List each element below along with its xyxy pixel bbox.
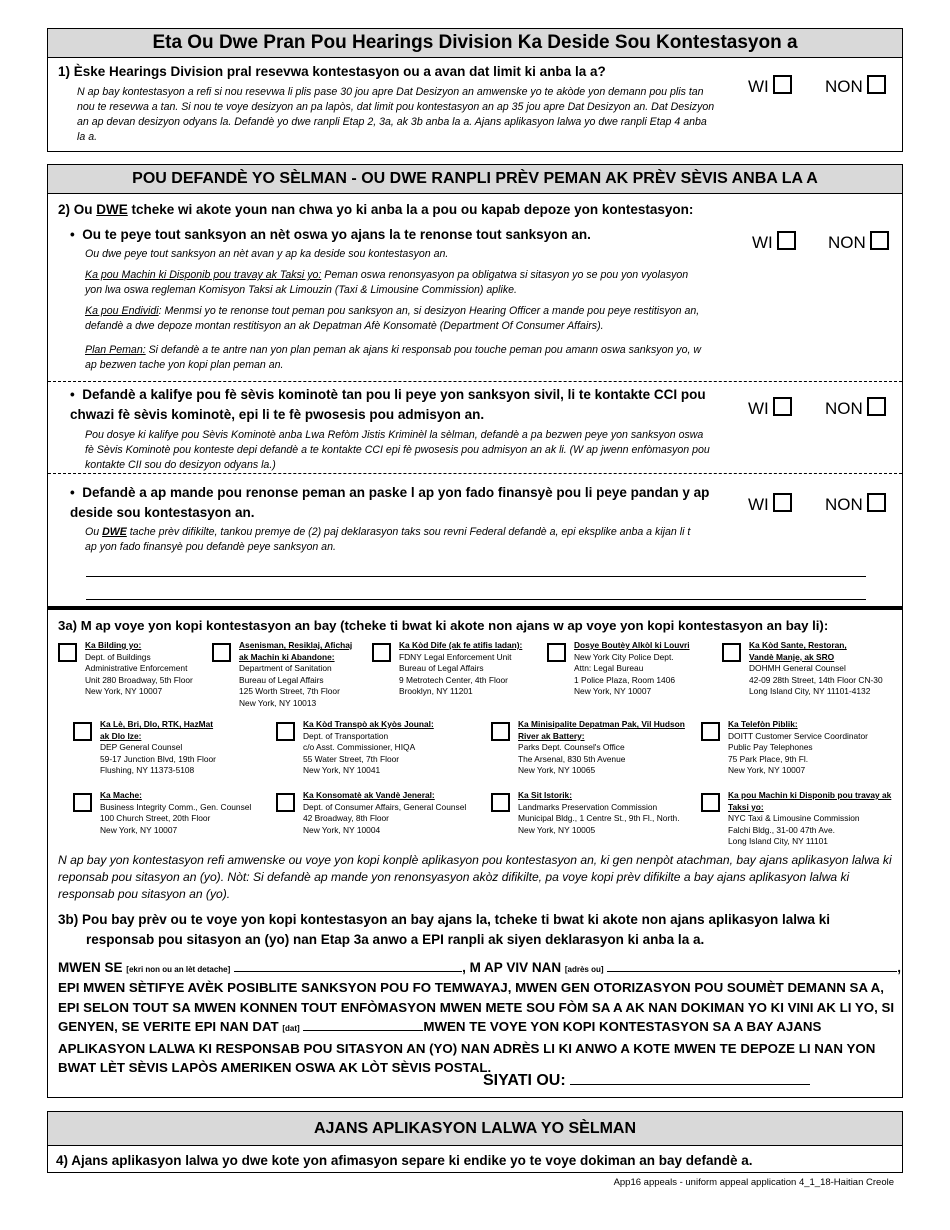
section-1	[47, 28, 903, 152]
divider	[48, 381, 902, 382]
hardship-explain-line-2[interactable]	[86, 599, 866, 600]
agency-dep[interactable]: Ka Lè, Bri, Dlo, RTK, HazMat ak Dlo Ize: DEP General Counsel 59-17 Junction Blvd, 19th Floor Flushing, NY 11373-5108	[100, 719, 216, 777]
question-2: 2) Ou DWE tcheke wi akote youn nan chwa yo ki anba la a pou ou kapab depoze yon kontestasyon:	[58, 202, 694, 217]
agency-sanitation[interactable]: Asenisman, Resiklaj, Afichaj ak Machin ki Abandone: Department of Sanitation Bureau of Legal Affairs 125 Worth Street, 7th Floor New York, NY 10013	[239, 640, 354, 709]
agency-checkbox[interactable]	[701, 722, 720, 741]
option-cs-yes[interactable]: WI	[748, 397, 792, 419]
option-cs-no[interactable]: NON	[825, 397, 886, 419]
agency-checkbox[interactable]	[491, 793, 510, 812]
option-hardship-yes-checkbox[interactable]	[773, 493, 792, 512]
option-hardship-no[interactable]: NON	[825, 493, 886, 515]
agency-checkbox[interactable]	[58, 643, 77, 662]
agency-buildings[interactable]: Ka Bilding yo: Dept. of Buildings Administrative Enforcement Unit 280 Broadway, 5th Floor New York, NY 10007	[85, 640, 193, 698]
copy-note: N ap bay yon kontestasyon refi amwenske ou voye yon kopi konplè aplikasyon pou kontestasyon an, ki gen nenpòt atachman, bay ajans aplikasyon lalwa ki reponsab pou sitasyon an (yo). Nòt: Si defandè ap mande yon renonsyasyon akòz difikilte, pa voye kopi prèv difikilte a bay ajans aplikasyon lalwa ki responsab pou sitasyon an (yo).	[58, 853, 892, 901]
declaration-name-line: MWEN SE [ekri non ou an lèt detache] , M AP VIV NAN [adrès ou] ,	[58, 960, 902, 975]
agency-checkbox[interactable]	[276, 793, 295, 812]
agency-checkbox[interactable]	[491, 722, 510, 741]
option-paid-no-checkbox[interactable]	[870, 231, 889, 250]
section-2	[47, 164, 903, 606]
q1-yes-checkbox[interactable]	[773, 75, 792, 94]
agency-checkbox[interactable]	[73, 793, 92, 812]
name-field[interactable]	[234, 971, 462, 972]
agency-fire[interactable]: Ka Kòd Dife (ak fe atifis ladan): FDNY Legal Enforcement Unit Bureau of Legal Affairs 9 Metrotech Center, 4th Floor Brooklyn, NY 11201	[399, 640, 522, 698]
option-paid-text-2: Ka pou Machin ki Disponib pou travay ak Taksi yo: Peman oswa renonsyasyon pa obligatwa si sitasyon yo se pou yon vyolasyon yon lwa oswa regleman Komisyon Taksi ak Limouzin (Taxi & Limousine Commission) aplike.	[85, 269, 689, 296]
option-paid-yes-checkbox[interactable]	[777, 231, 796, 250]
option-hardship: • Defandè a ap mande pou renonse peman an paske l ap yon fado finansyè pou li peye pandan y ap deside sou kontestasyon an.	[70, 485, 710, 520]
option-hardship-no-checkbox[interactable]	[867, 493, 886, 512]
question-3b: 3b) Pou bay prèv ou te voye yon kopi kontestasyon an bay ajans la, tcheke ti bwat ki akote non ajans aplikasyon lalwa ki responsab pou sitasyon an (yo) nan Etap 3a anwo a EPI ranpli ak siyen deklarasyon ki anba la a.	[58, 912, 830, 947]
section-2-title: POU DEFANDÈ YO SÈLMAN - OU DWE RANPLI PRÈV PEMAN AK PRÈV SÈVIS ANBA LA A	[48, 165, 902, 194]
agency-police[interactable]: Dosye Boutèy Alkòl ki Louvri New York City Police Dept. Attn: Legal Bureau 1 Police Plaza, Room 1406 New York, NY 10007	[574, 640, 690, 698]
footer: App16 appeals - uniform appeal application 4_1_18-Haitian Creole	[613, 1177, 894, 1188]
date-field[interactable]	[303, 1030, 423, 1031]
option-paid-text-1: Ou dwe peye tout sanksyon an nèt avan y ap ka deside sou kontestasyon an.	[85, 248, 449, 260]
hardship-explain-line-1[interactable]	[86, 576, 866, 577]
agency-taxi[interactable]: Ka pou Machin ki Disponib pou travay ak Taksi yo: NYC Taxi & Limousine Commission Falchi Bldg., 31-00 47th Ave. Long Island City, NY 11101	[728, 790, 893, 848]
option-cs-no-checkbox[interactable]	[867, 397, 886, 416]
agency-checkbox[interactable]	[372, 643, 391, 662]
agency-transportation[interactable]: Ka Kòd Transpò ak Kyòs Jounal: Dept. of Transportation c/o Asst. Commissioner, HIQA 55 Water Street, 7th Floor New York, NY 10041	[303, 719, 434, 777]
agency-checkbox[interactable]	[73, 722, 92, 741]
agency-landmarks[interactable]: Ka Sit Istorik: Landmarks Preservation Commission Municipal Bldg., 1 Centre St., 9th Fl., North. New York, NY 10005	[518, 790, 680, 836]
option-paid-no[interactable]: NON	[828, 231, 889, 253]
q1-no-checkbox[interactable]	[867, 75, 886, 94]
option-paid-text-4: Plan Peman: Si defandè a te antre nan yon plan peman ak ajans ki responsab pou touche peman pou amann oswa sanksyon yo, w ap bezwen tache yon kopi plan peman an.	[85, 344, 702, 371]
agency-parks[interactable]: Ka Minisipalite Depatman Pak, Vil Hudson River ak Battery: Parks Dept. Counsel's Office The Arsenal, 830 5th Avenue New York, NY 10065	[518, 719, 688, 777]
question-1-text: N ap bay kontestasyon a refi si nou resevwa li plis pase 30 jou apre Dat Desizyon an amwenske yo te akòde yon demann pou plis tan nou te resevwa a tan. Si nou te voye desizyon an pa lapòs, dat limit pou kontestasyon an ap 35 jou apre Dat Desizyon an. Dat Desizyon an ap devan desizyon odyans la. Defandè yo dwe ranpli Etap 2, 3a, ak 3b anba la a. Ajans aplikasyon lalwa yo dwe ranpli Etap 4 anba la a.	[77, 86, 715, 143]
section-4	[47, 1111, 903, 1173]
section-4-title: AJANS APLIKASYON LALWA YO SÈLMAN	[48, 1112, 902, 1146]
q1-no[interactable]: NON	[825, 75, 886, 97]
address-field[interactable]	[607, 971, 897, 972]
q1-yes[interactable]: WI	[748, 75, 792, 97]
agency-checkbox[interactable]	[212, 643, 231, 662]
agency-markets[interactable]: Ka Mache: Business Integrity Comm., Gen. Counsel 100 Church Street, 20th Floor New York, NY 10007	[100, 790, 251, 836]
option-paid: • Ou te peye tout sanksyon an nèt oswa yo ajans la te renonse tout sanksyon an.	[70, 227, 591, 242]
question-1: 1) Èske Hearings Division pral resevwa kontestasyon ou a avan dat limit ki anba la a?	[58, 64, 606, 79]
agency-checkbox[interactable]	[547, 643, 566, 662]
option-hardship-text: Ou DWE tache prèv difikilte, tankou premye de (2) paj deklarasyon taks sou revni Federal defandè a, epi eksplike anba a kijan li t ap yon fado finansyè pou defandè peye sanksyon an.	[85, 526, 691, 553]
question-3a: 3a) M ap voye yon kopi kontestasyon an bay (tcheke ti bwat ki akote non ajans w ap voye yon kopi kontestasyon an bay li):	[58, 618, 829, 633]
section-1-title: Eta Ou Dwe Pran Pou Hearings Division Ka Deside Sou Kontestasyon a	[48, 29, 902, 58]
agency-checkbox[interactable]	[722, 643, 741, 662]
agency-consumer-affairs[interactable]: Ka Konsomatè ak Vandè Jeneral: Dept. of Consumer Affairs, General Counsel 42 Broadway, 8th Floor New York, NY 10004	[303, 790, 466, 836]
agency-checkbox[interactable]	[701, 793, 720, 812]
option-community-service: • Defandè a kalifye pou fè sèvis kominotè tan pou li peye yon sanksyon sivil, li te kontakte CCI pou chwazi fè sèvis kominotè, epi li te fè pwosesis pou admisyon an.	[70, 387, 706, 422]
option-paid-text-3: Ka pou Endividi: Menmsi yo te renonse tout peman pou sanksyon an, si desizyon Hearing Officer a mande pou peye restitisyon an, defandè a dwe depoze montan restitisyon an ak Depatman Afè Konsomatè (Department Of Consumer Affairs).	[85, 305, 700, 332]
divider	[48, 473, 902, 474]
option-cs-yes-checkbox[interactable]	[773, 397, 792, 416]
section-3	[47, 606, 903, 1098]
declaration-text: EPI MWEN SÈTIFYE AVÈK POSIBLITE SANKSYON POU FO TEMWAYAJ, MWEN GEN OTORIZASYON POU SOUMÈT DEMANN SA A, EPI SELON TOUT SA MWEN KONNEN TOUT ENFÒMASYON MWEN METE SOU FÒM SA A AK NAN DOKIMAN YO KI VINI AK LI YO, SI GENYEN, SE VERITE EPI NAN DAT [dat] MWEN TE VOYE YON KOPI KONTESTASYON SA A BAY AJANS APLIKASYON LALWA KI RESPONSAB POU SITASYON AN (YO) NAN ADRÈS LI KI ANWO A KOTE MWEN TE DEPOZE LI NAN YON BWAT LÈT SÈVIS LAPÒS AMERIKEN OSWA AK LÒT SÈVIS POSTAL.	[58, 980, 895, 1076]
signature-line: SIYATI OU:	[483, 1072, 810, 1090]
agency-health[interactable]: Ka Kòd Sante, Restoran, Vandè Manje, ak SRO DOHMH General Counsel 42-09 28th Street, 14th Floor CN-30 Long Island City, NY 11101-4132	[749, 640, 883, 698]
option-paid-yes[interactable]: WI	[752, 231, 796, 253]
option-cs-text: Pou dosye ki kalifye pou Sèvis Kominotè anba Lwa Refòm Jistis Kriminèl la sèlman, defandè a pa bezwen peye yon sanksyon oswa fè Sèvis Kominotè pou konteste depi defandè a te kontakte CCI epi fè pwosesis pou admisyon an ak li. (W ap jwenn enfòmasyon pou kontakte CII sou do desizyon odyans la.)	[85, 429, 710, 471]
option-hardship-yes[interactable]: WI	[748, 493, 792, 515]
signature-field[interactable]	[570, 1084, 810, 1085]
question-4: 4) Ajans aplikasyon lalwa yo dwe kote yon afimasyon separe ki endike yo te voye dokiman an bay defandè a.	[56, 1153, 753, 1168]
agency-checkbox[interactable]	[276, 722, 295, 741]
agency-telephone[interactable]: Ka Telefòn Piblik: DOITT Customer Service Coordinator Public Pay Telephones 75 Park Place, 9th Fl. New York, NY 10007	[728, 719, 868, 777]
